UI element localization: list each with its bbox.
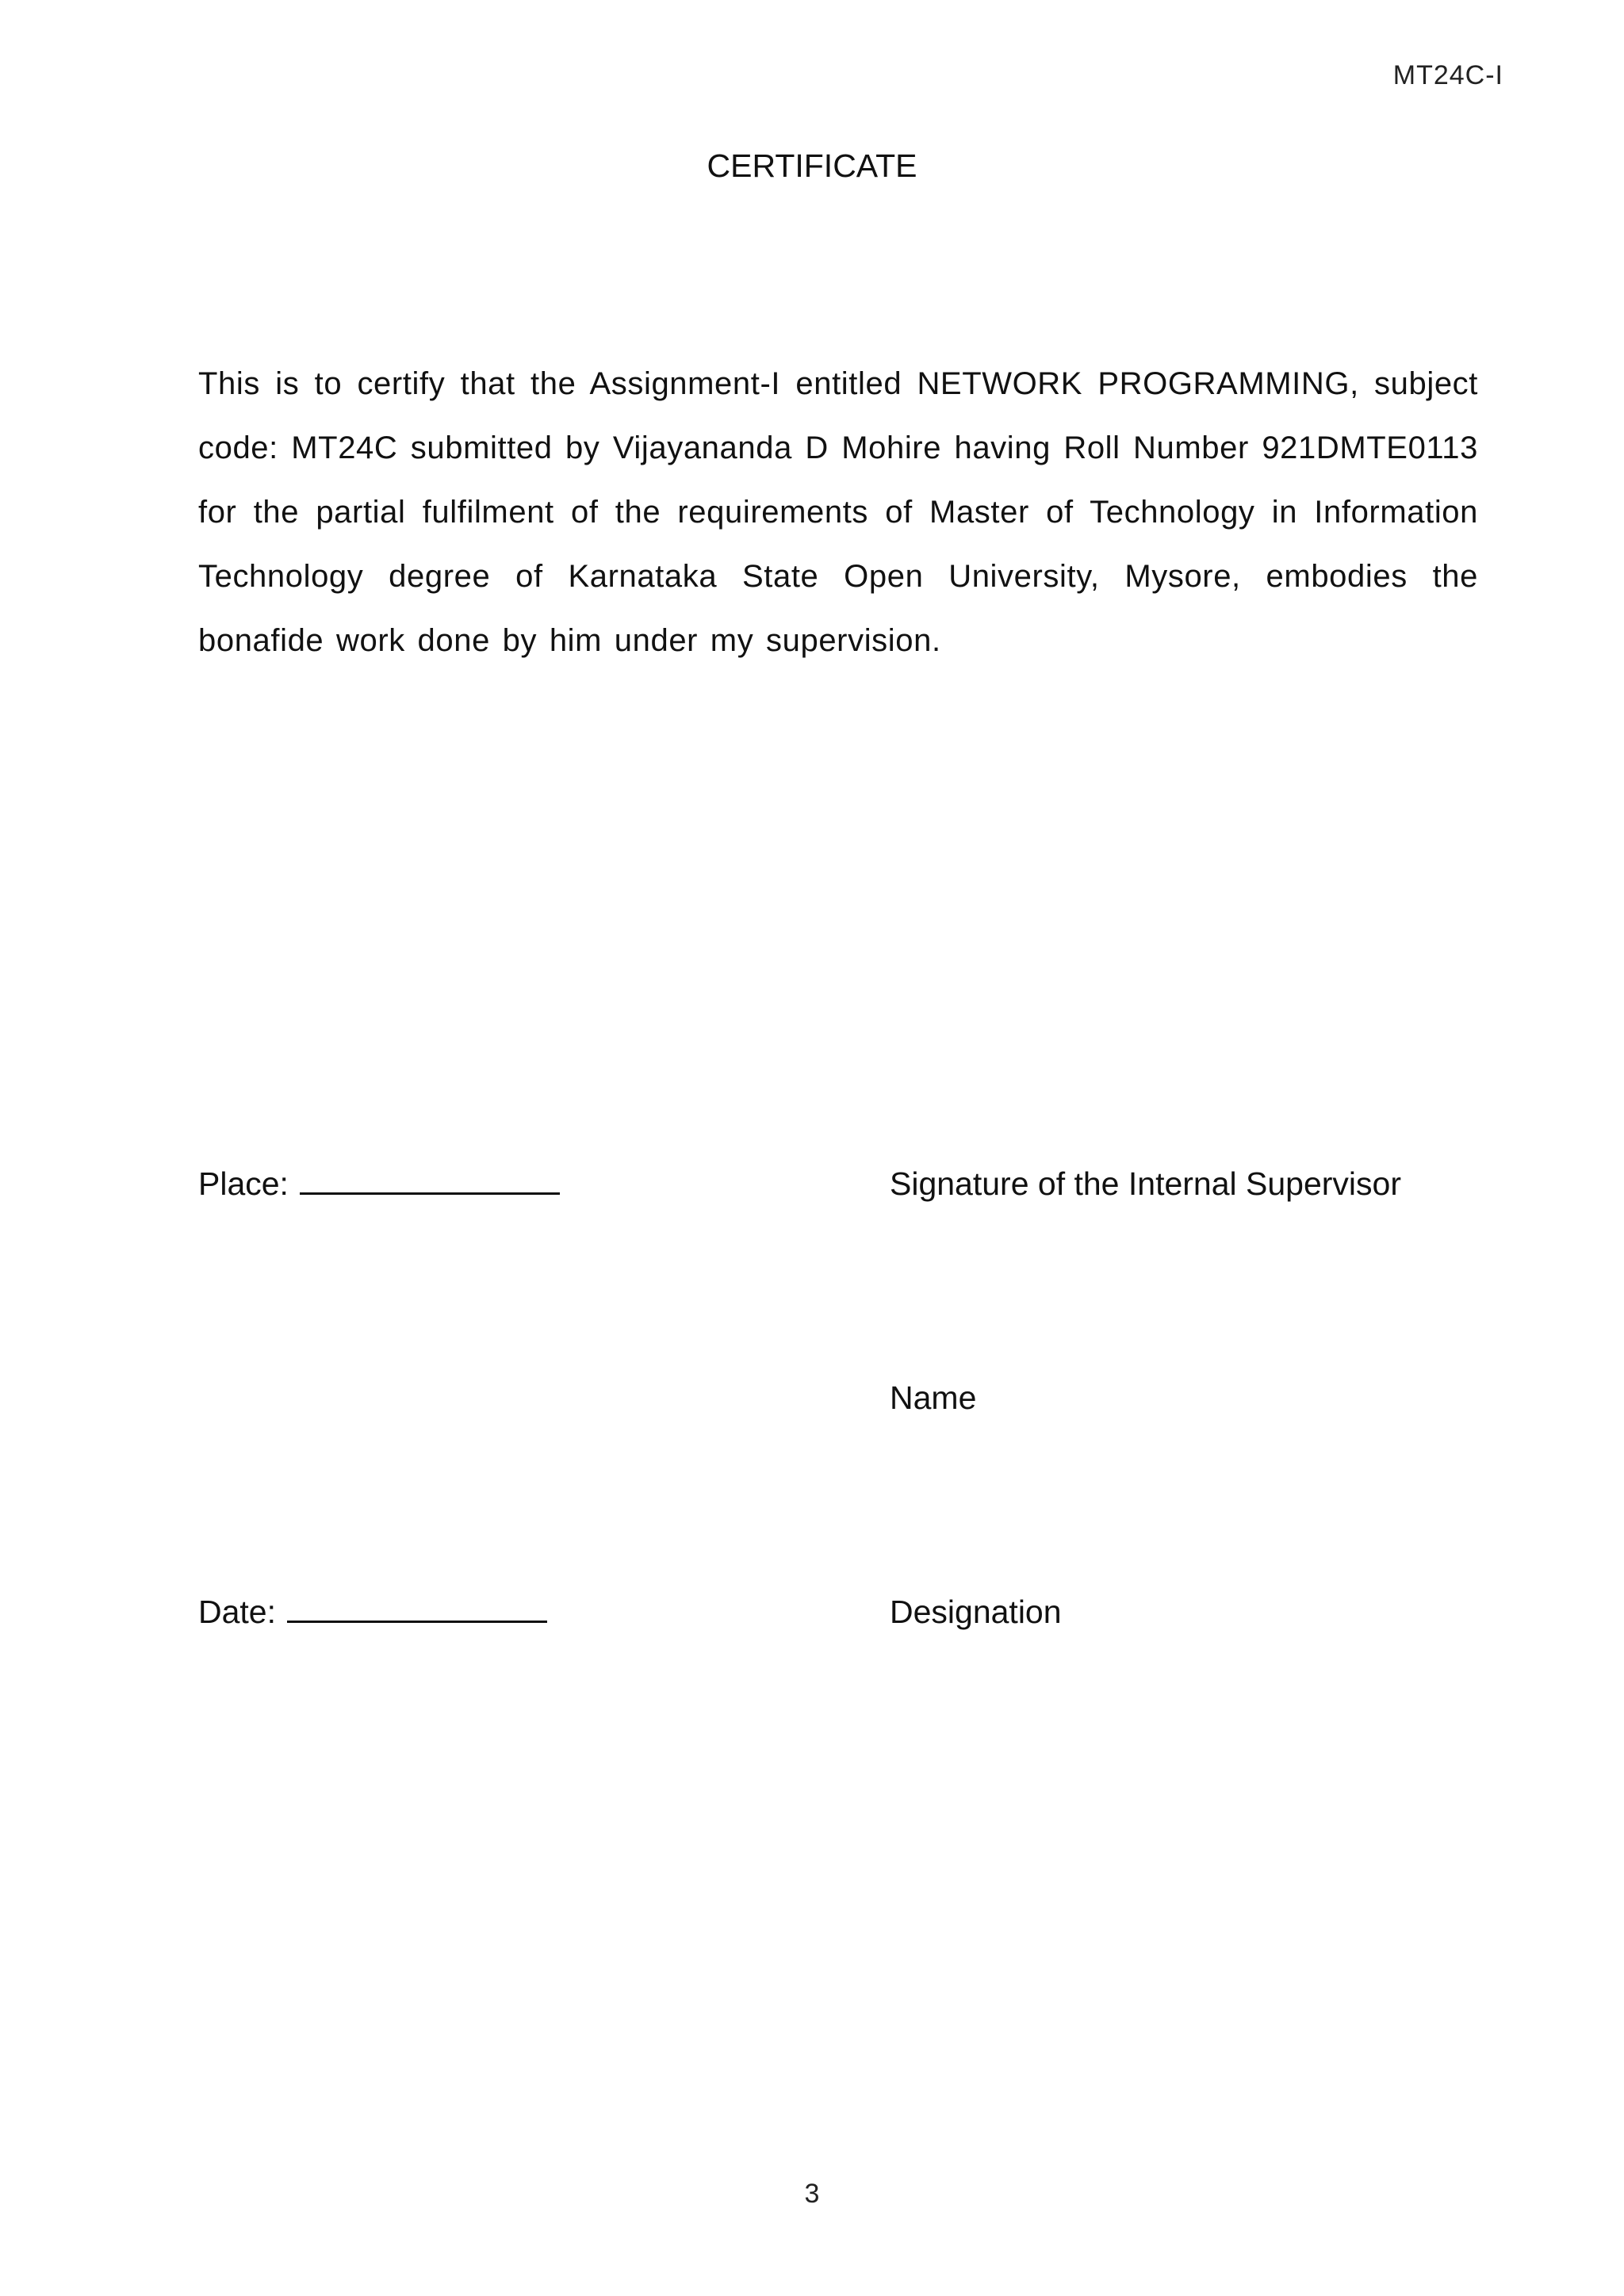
date-field [198, 1594, 547, 1631]
date-blank-line [287, 1617, 547, 1623]
document-code: MT24C-I [1392, 60, 1503, 90]
date-label: Date: [198, 1594, 276, 1630]
designation-label: Designation [890, 1594, 1062, 1630]
name-label: Name [890, 1380, 977, 1416]
certificate-paragraph: This is to certify that the Assignment-I entitled NETWORK PROGRAMMING, subject code: MT24C submitted by Vijayananda D Mohire having Roll Number 921DMTE0113 for the partial fulfilment of the requirements of Master of Technology in Information Technology degree of Karnataka State Open University, Mysore, embodies the bonafide work done by him under my supervision. [198, 366, 1478, 658]
place-field [198, 1165, 560, 1203]
place-blank-line [300, 1189, 560, 1195]
page-number: 3 [804, 2179, 820, 2209]
signature-label: Signature of the Internal Supervisor [890, 1165, 1401, 1202]
place-label: Place: [198, 1165, 289, 1202]
page-title: CERTIFICATE [707, 147, 917, 184]
